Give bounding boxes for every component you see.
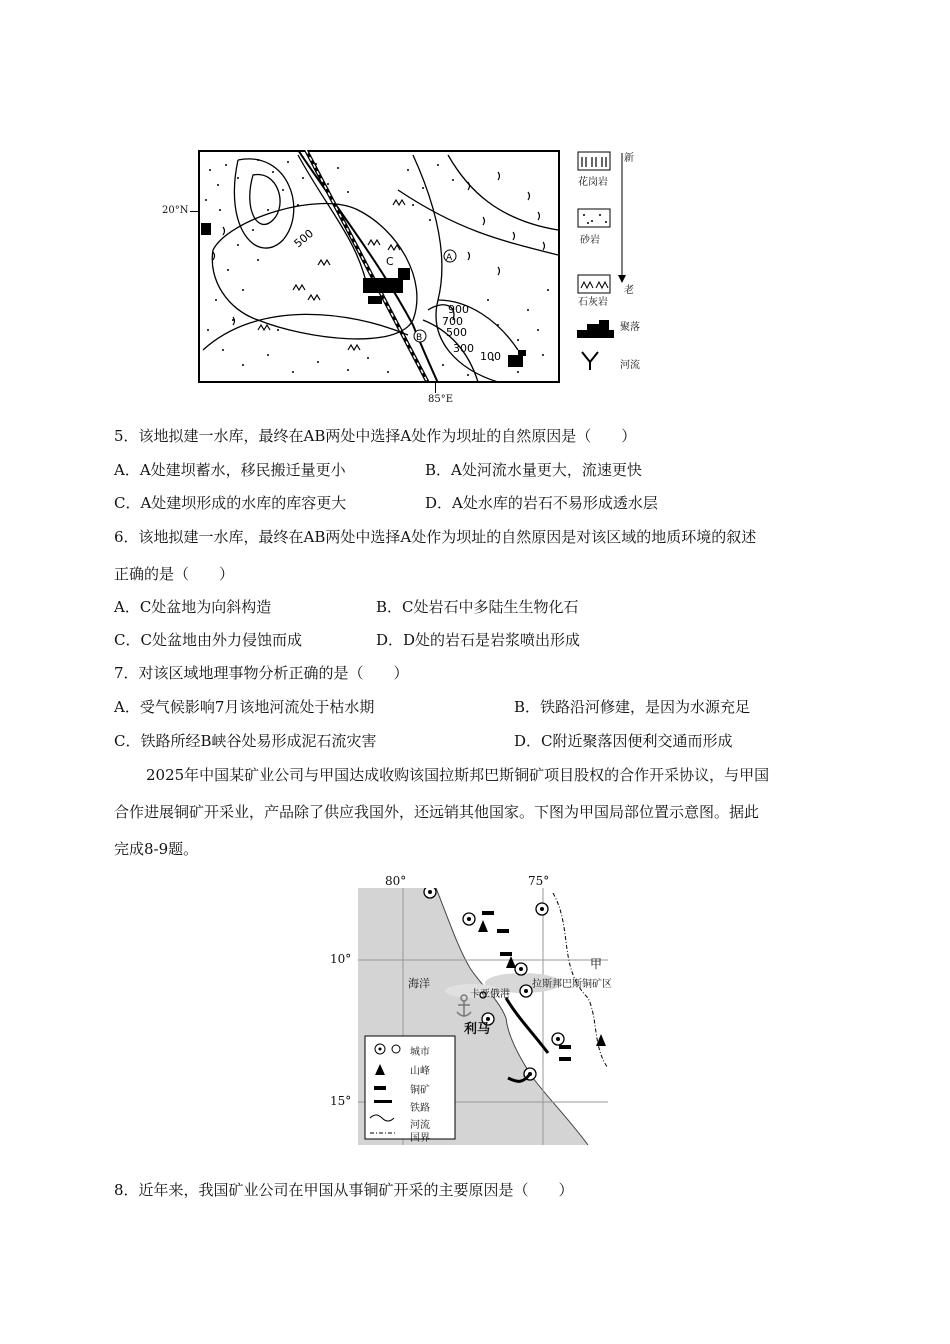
q7-option-d: D．C附近聚落因便利交通而形成: [514, 732, 733, 750]
legend-limestone: 石灰岩: [578, 297, 608, 308]
contour-label-700: 700: [442, 315, 463, 328]
q7-stem: 7．对该区域地理事物分析正确的是（ ）: [114, 664, 409, 682]
point-c-label: C: [386, 255, 394, 268]
q8-stem: 8．近年来，我国矿业公司在甲国从事铜矿开采的主要原因是（ ）: [114, 1181, 574, 1199]
contour-label-500b: 500: [446, 326, 467, 339]
legend-peak: 山峰: [410, 1066, 430, 1077]
lat-15-label: 15°: [330, 1094, 352, 1108]
legend-new: 新: [624, 153, 634, 164]
latitude-tick: [190, 211, 198, 212]
lat-10-label: 10°: [330, 952, 352, 966]
legend-sandstone: 砂岩: [580, 235, 600, 246]
contour-label-100: 100: [480, 350, 501, 363]
q7-option-c: C．铁路所经B峡谷处易形成泥石流灾害: [114, 732, 377, 750]
passage-line2: 合作进展铜矿开采业，产品除了供应我国外，还远销其他国家。下图为甲国局部位置示意图。据此: [114, 803, 760, 821]
port-label: 卡亚俄港: [470, 989, 510, 1000]
point-a-label: A: [446, 253, 453, 263]
longitude-label: 85°E: [428, 394, 454, 405]
mine-label: 拉斯邦巴斯铜矿区: [532, 979, 612, 990]
longitude-tick: [435, 383, 436, 393]
lon-80-label: 80°: [385, 874, 407, 888]
q5-stem: 5．该地拟建一水库，最终在AB两处中选择A处作为坝址的自然原因是（ ）: [114, 427, 637, 445]
contour-label-300: 300: [453, 342, 474, 355]
point-b-label: B: [416, 333, 423, 343]
legend-railway: 铁路: [410, 1103, 430, 1114]
q6-stem-line2: 正确的是（ ）: [114, 565, 235, 583]
passage-line1: 2025年中国某矿业公司与甲国达成收购该国拉斯邦巴斯铜矿项目股权的合作开采协议，与甲国: [146, 766, 770, 784]
legend-river: 河流: [620, 360, 640, 371]
q5-option-d: D．A处水库的岩石不易形成透水层: [425, 494, 658, 512]
legend-granite: 花岗岩: [578, 177, 608, 188]
legend-copper: 铜矿: [410, 1085, 430, 1096]
q6-stem-line1: 6．该地拟建一水库，最终在AB两处中选择A处作为坝址的自然原因是对该区域的地质环境的叙述: [114, 528, 757, 546]
q5-option-b: B．A处河流水量更大，流速更快: [425, 461, 642, 479]
q7-option-b: B．铁路沿河修建，是因为水源充足: [514, 698, 751, 716]
q6-option-c: C．C处盆地由外力侵蚀而成: [114, 631, 302, 649]
legend-border: 国界: [410, 1133, 430, 1144]
legend-settlement: 聚落: [620, 322, 640, 333]
lima-label: 利马: [464, 1022, 491, 1037]
contour-label-500a: 500: [291, 226, 317, 251]
lon-75-label: 75°: [528, 874, 550, 888]
latitude-label: 20°N: [162, 205, 189, 216]
q6-option-b: B．C处岩石中多陆生生物化石: [376, 598, 579, 616]
passage-line3: 完成8-9题。: [114, 840, 199, 858]
geology-contour-map: [198, 150, 560, 383]
q5-option-c: C．A处建坝形成的水库的库容更大: [114, 494, 347, 512]
legend-old: 老: [624, 285, 634, 296]
legend-city: 城市: [410, 1047, 430, 1058]
q6-option-a: A．C处盆地为向斜构造: [114, 598, 272, 616]
q5-option-a: A．A处建坝蓄水，移民搬迁量更小: [114, 461, 346, 479]
contour-label-900: 900: [448, 303, 469, 316]
country-label: 甲: [590, 957, 603, 971]
legend-river-2: 河流: [410, 1120, 430, 1131]
ocean-label: 海洋: [408, 977, 430, 990]
q6-option-d: D．D处的岩石是岩浆喷出形成: [376, 631, 581, 649]
location-map: [358, 888, 608, 1145]
q7-option-a: A．受气候影响7月该地河流处于枯水期: [114, 698, 375, 716]
